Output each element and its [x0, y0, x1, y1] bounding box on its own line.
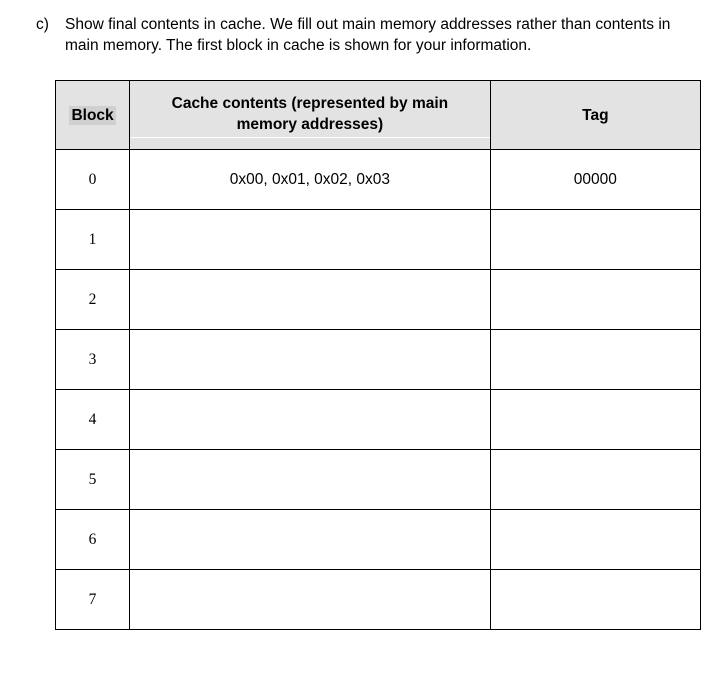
tag-cell[interactable]	[490, 450, 700, 510]
table-header-row	[56, 81, 701, 150]
tag-cell[interactable]	[490, 210, 700, 270]
block-cell: 2	[56, 270, 130, 330]
header-tag	[490, 81, 700, 150]
header-block-label: Block	[71, 106, 114, 124]
contents-cell[interactable]	[130, 450, 491, 510]
header-contents-label: Cache contents (represented by main memory addresses)	[130, 93, 490, 138]
tag-cell[interactable]	[490, 390, 700, 450]
tag-cell[interactable]	[490, 570, 700, 630]
table-row	[56, 450, 701, 510]
tag-cell[interactable]	[490, 270, 700, 330]
table-row	[56, 510, 701, 570]
header-contents	[130, 81, 491, 150]
contents-cell[interactable]	[130, 330, 491, 390]
block-cell: 0	[56, 150, 130, 210]
question-text: Show final contents in cache. We fill out main memory addresses rather than contents in main memory. The first block in cache is shown for your information.	[65, 16, 671, 54]
question-label: c)	[36, 16, 49, 33]
table-row	[56, 270, 701, 330]
contents-cell[interactable]	[130, 390, 491, 450]
contents-cell[interactable]	[130, 510, 491, 570]
block-cell: 4	[56, 390, 130, 450]
contents-cell[interactable]	[130, 270, 491, 330]
block-cell: 3	[56, 330, 130, 390]
block-cell: 6	[56, 510, 130, 570]
tag-cell[interactable]	[490, 510, 700, 570]
contents-cell[interactable]	[130, 210, 491, 270]
table-row	[56, 210, 701, 270]
header-block	[56, 81, 130, 150]
question	[36, 14, 706, 56]
cache-table	[55, 80, 701, 630]
tag-cell[interactable]: 00000	[490, 150, 700, 210]
table-row	[56, 150, 701, 210]
tag-cell[interactable]	[490, 330, 700, 390]
block-cell: 1	[56, 210, 130, 270]
contents-cell[interactable]: 0x00, 0x01, 0x02, 0x03	[130, 150, 491, 210]
contents-cell[interactable]	[130, 570, 491, 630]
block-cell: 5	[56, 450, 130, 510]
table-row	[56, 390, 701, 450]
table-row	[56, 330, 701, 390]
table-row	[56, 570, 701, 630]
header-tag-label: Tag	[582, 106, 609, 124]
block-cell: 7	[56, 570, 130, 630]
